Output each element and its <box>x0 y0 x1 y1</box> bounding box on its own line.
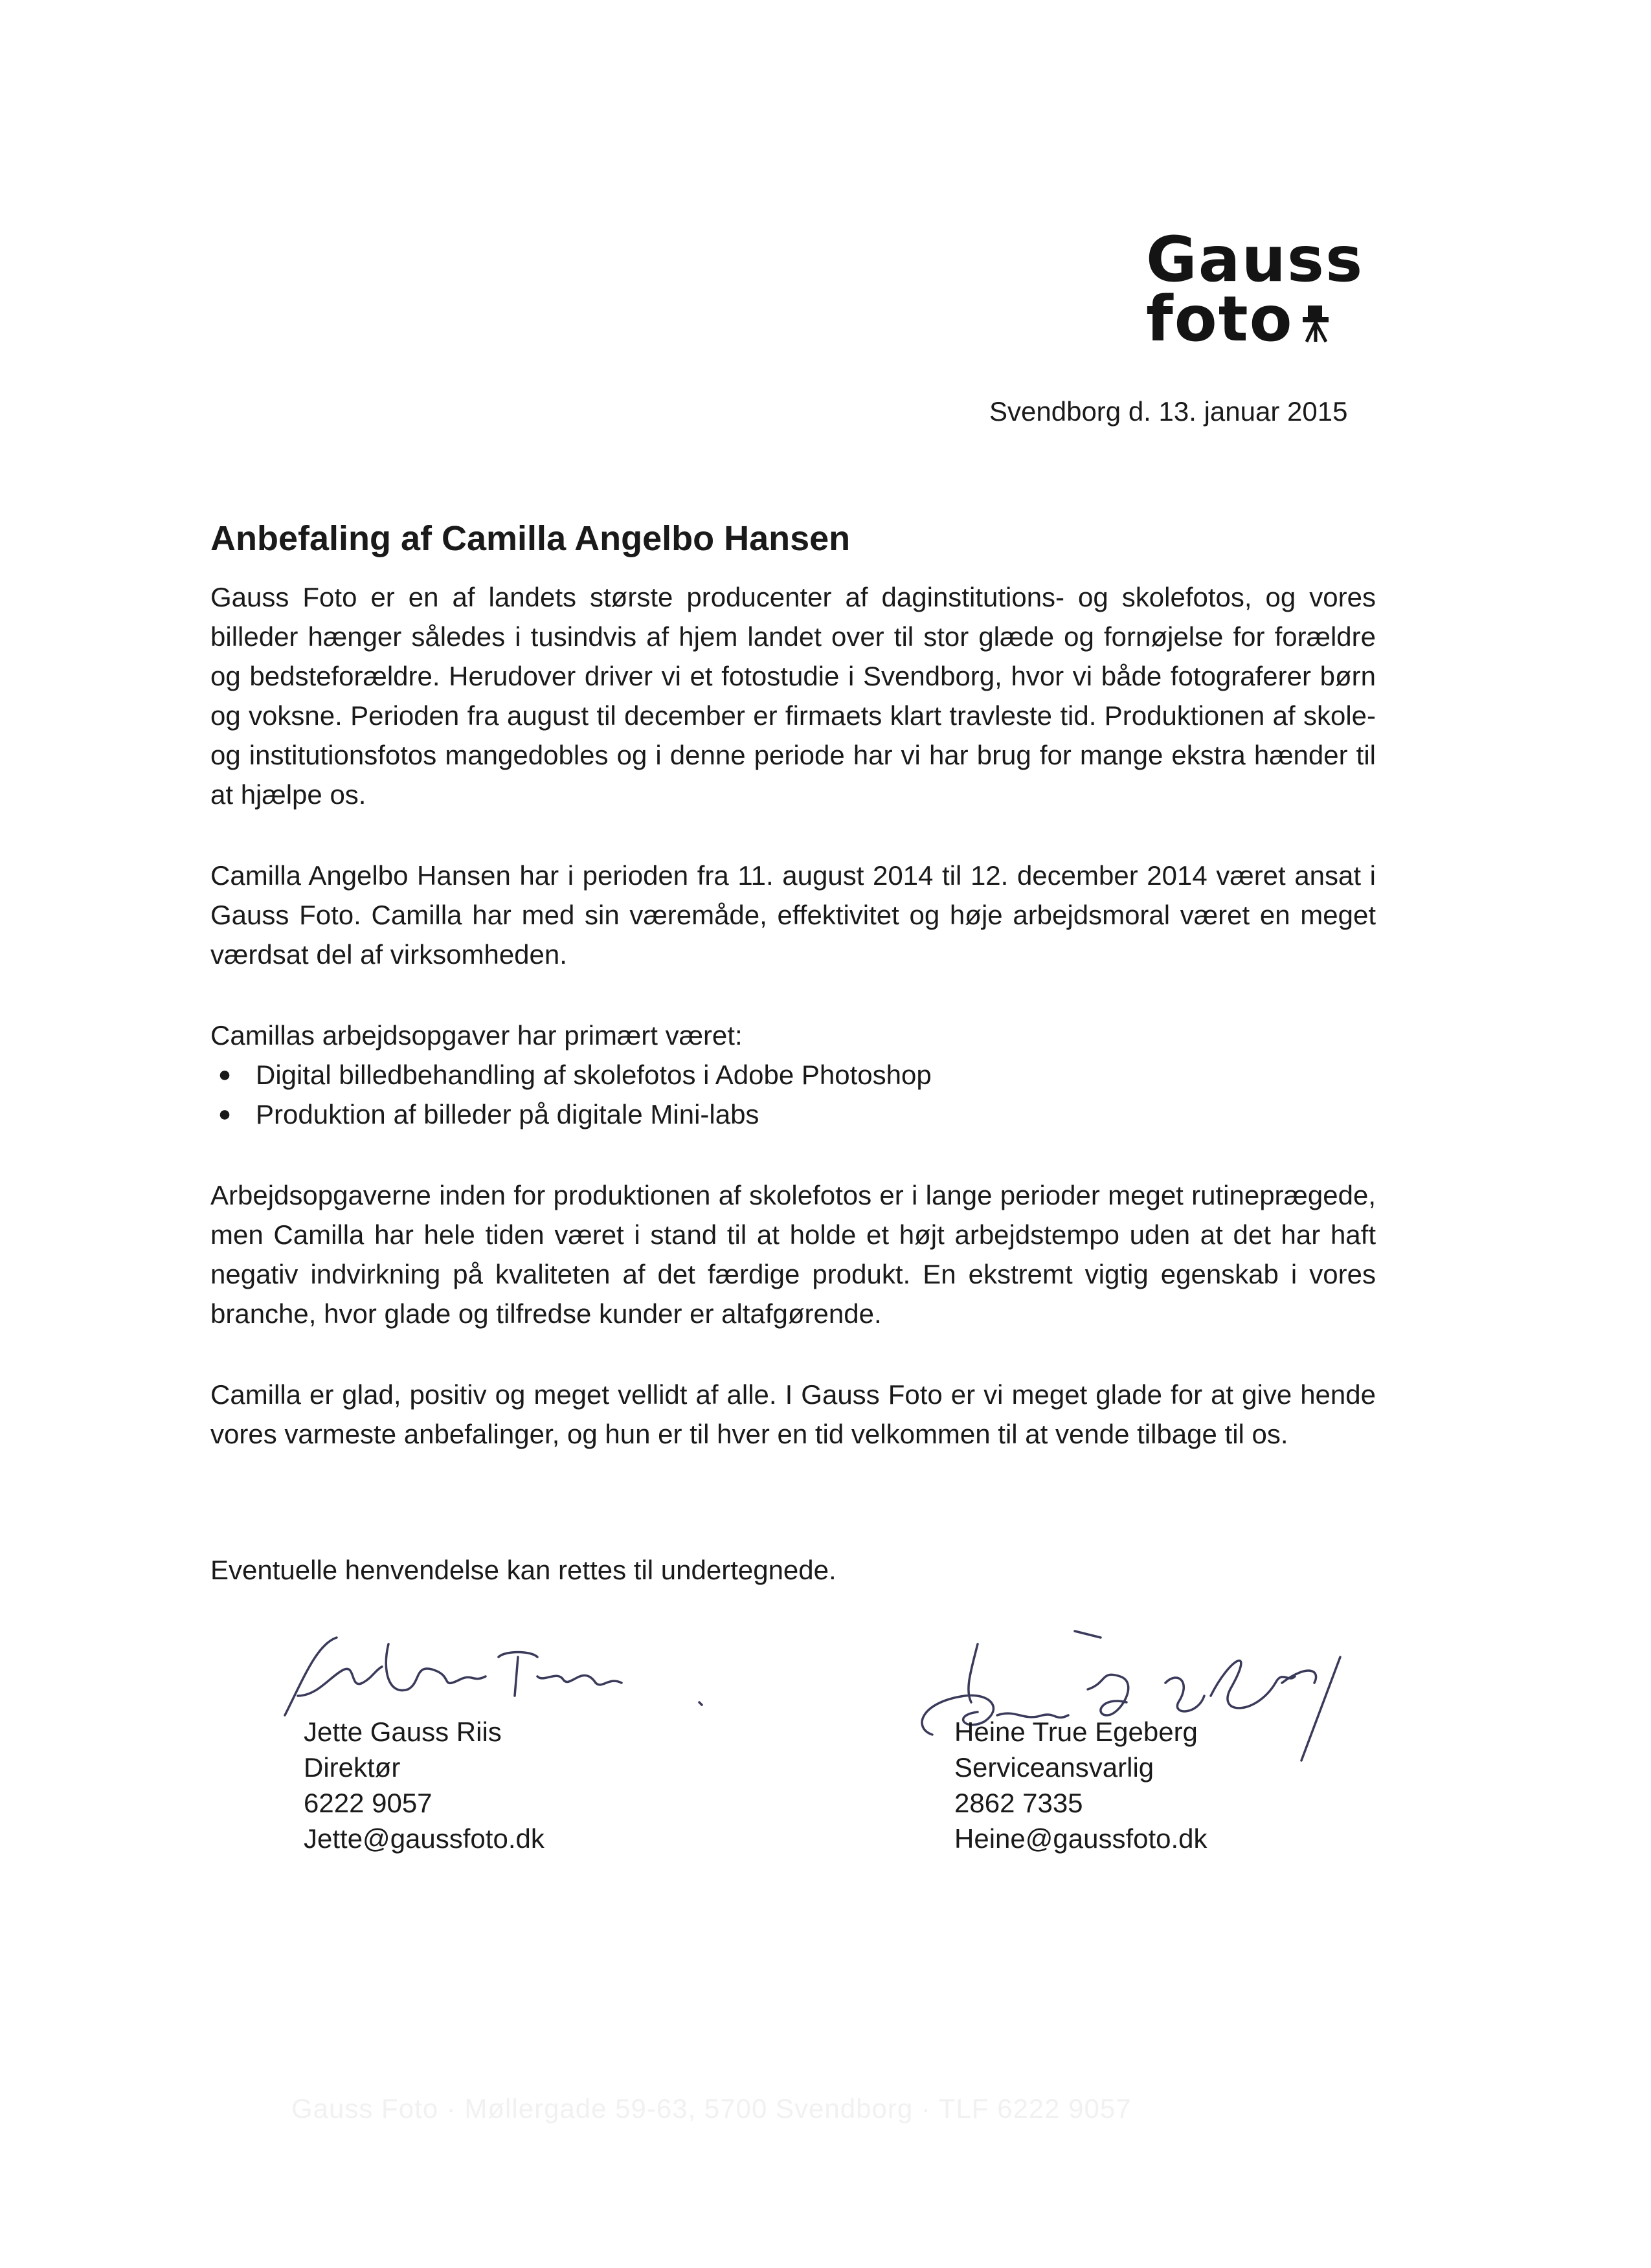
list-item <box>218 1055 1376 1095</box>
signer-role: Serviceansvarlig <box>954 1752 1154 1783</box>
closing-line: Eventuelle henvendelse kan rettes til undertegnede. <box>210 1555 837 1585</box>
signer-email: Heine@gaussfoto.dk <box>954 1823 1207 1854</box>
logo-line-2 <box>1146 283 1379 355</box>
task-text: Produktion af billeder på digitale Mini-labs <box>256 1099 759 1129</box>
company-logo <box>1146 223 1379 355</box>
signer-block-heine <box>954 1714 1207 1856</box>
letterhead-footer: Gauss Foto · Møllergade 59-63, 5700 Svendborg · TLF 6222 9057 <box>291 2093 1132 2124</box>
signer-email: Jette@gaussfoto.dk <box>304 1823 545 1854</box>
paragraph-intro: Gauss Foto er en af landets største producenter af daginstitutions- og skolefotos, og vores billeder hænger således i tusindvis af hjem landet over til stor glæde og fornøjelse for forældre og bedsteforældre. Herudover driver vi et fotostudie i Svendborg, hvor vi både fotograferer børn og voksne. Perioden fra august til december er firmaets klart travleste tid. Produktionen af skole- og institutionsfotos mangedobles og i denne periode har vi har brug for mange ekstra hænder til at hjælpe os. <box>210 582 1376 810</box>
paragraph-tasks-intro: Camillas arbejdsopgaver har primært været: <box>210 1020 743 1051</box>
paragraph-performance: Arbejdsopgaverne inden for produktionen af skolefotos er i lange perioder meget rutineprægede, men Camilla har hele tiden været i stand til at holde et højt arbejdstempo uden at det har haft negativ indvirkning på kvaliteten af det færdige produkt. En ekstremt vigtig egenskab i vores branche, hvor glade og tilfredse kunder er altafgørende. <box>210 1180 1376 1329</box>
letter-body <box>210 515 1376 1454</box>
logo-line-1: Gauss <box>1146 223 1364 296</box>
letter-date: Svendborg d. 13. januar 2015 <box>989 396 1348 427</box>
signer-block-jette <box>304 1714 545 1856</box>
signer-role: Direktør <box>304 1752 401 1783</box>
logo-line-2-text: foto <box>1146 283 1294 355</box>
paragraph-recommendation: Camilla er glad, positiv og meget vellidt af alle. I Gauss Foto er vi meget glade for at give hende vores varmeste anbefalinger, og hun er til hver en tid velkommen til at vende tilbage til os. <box>210 1379 1376 1449</box>
signer-name: Heine True Egeberg <box>954 1717 1198 1747</box>
camera-tripod-icon <box>1300 303 1334 343</box>
bullet-icon: ● <box>218 1102 232 1126</box>
bullet-icon: ● <box>218 1062 232 1087</box>
letter-title: Anbefaling af Camilla Angelbo Hansen <box>210 519 851 558</box>
signer-phone: 6222 9057 <box>304 1788 432 1818</box>
task-list <box>210 1055 1376 1134</box>
signer-phone: 2862 7335 <box>954 1788 1083 1818</box>
paragraph-employment: Camilla Angelbo Hansen har i perioden fra 11. august 2014 til 12. december 2014 været ansat i Gauss Foto. Camilla har med sin væremåde, effektivitet og høje arbejdsmoral været en meget værdsat del af virksomheden. <box>210 860 1376 970</box>
list-item <box>218 1095 1376 1134</box>
task-text: Digital billedbehandling af skolefotos i Adobe Photoshop <box>256 1060 932 1090</box>
signer-name: Jette Gauss Riis <box>304 1717 502 1747</box>
